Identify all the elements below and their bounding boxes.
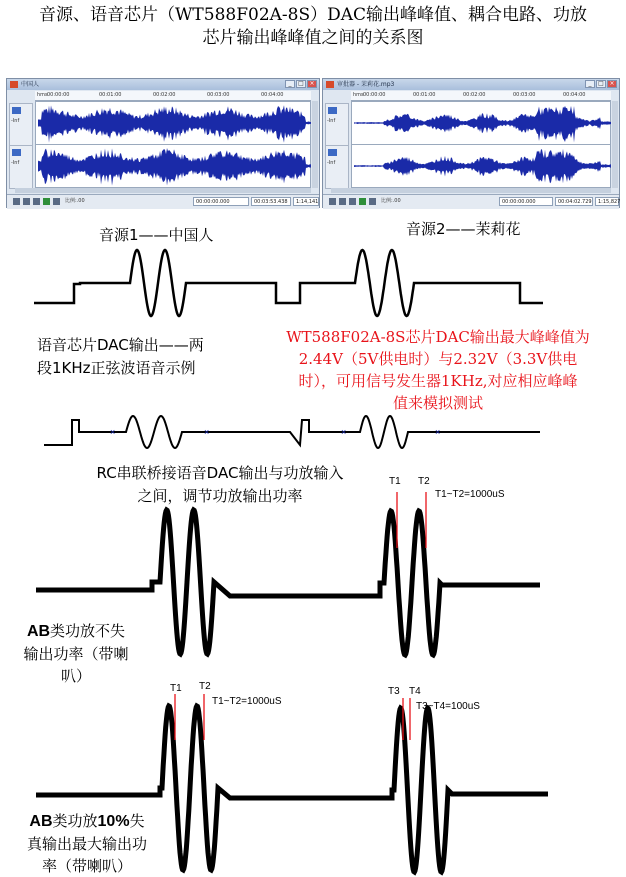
coupled-waveform-path: [44, 416, 540, 448]
waveform-track-right[interactable]: [351, 144, 611, 188]
note-line-2: 2.44V（5V供电时）与2.32V（3.3V供电: [298, 350, 578, 368]
marker-t1-label: T1: [170, 683, 182, 694]
ab-caption-1-line-2: 输出功率（带喇: [23, 645, 129, 663]
window-title: 审批器 - 茉莉花.mp3: [337, 81, 395, 88]
vertical-scrollbar[interactable]: [312, 101, 318, 188]
waveform-shape: [354, 149, 611, 183]
ruler-tick: 00:03:00: [513, 92, 536, 98]
waveform-shape: [38, 148, 311, 186]
play-button[interactable]: [359, 198, 366, 205]
loop-button[interactable]: [53, 198, 60, 205]
ab-caption-2: [6, 810, 168, 877]
rate-label: 比例:.00: [381, 198, 401, 204]
marker-t2-label: T2: [199, 681, 211, 692]
ruler-tick: 00:02:00: [153, 92, 176, 98]
marker-t3-label: T3: [388, 686, 400, 697]
transport-bar: [7, 194, 319, 209]
ruler-tick: 00:01:00: [413, 92, 436, 98]
rewind-button[interactable]: [329, 198, 336, 205]
ruler-tick: 00:04:00: [261, 92, 284, 98]
minimize-button[interactable]: _: [585, 80, 595, 88]
selection-end[interactable]: 00:04:02.729: [555, 197, 593, 206]
ab-caption-2-line-1: [6, 810, 168, 833]
ab-caption-1-line-3: 叭）: [60, 667, 91, 685]
ruler-tick: 00:00:00: [363, 92, 386, 98]
ab-caption-1-line-1: [6, 620, 146, 643]
window-title: 中国人: [21, 81, 40, 88]
transport-bar: [323, 194, 619, 209]
horizontal-scrollbar[interactable]: [331, 188, 611, 193]
coupling-point-mark: ×: [204, 427, 210, 437]
ruler-tick: 00:03:00: [207, 92, 230, 98]
note-line-3: 时），可用信号发生器1KHz,对应相应峰峰: [298, 372, 578, 390]
ab-percent: 10%: [97, 813, 130, 830]
pause-button[interactable]: [33, 198, 40, 205]
track-level-label: -Inf: [327, 118, 336, 124]
stop-button[interactable]: [23, 198, 30, 205]
selection-length[interactable]: 1:14,141: [293, 197, 319, 206]
track-control-left[interactable]: [325, 103, 349, 147]
maximize-button[interactable]: □: [296, 80, 306, 88]
window-titlebar: [7, 79, 319, 90]
note-line-1: WT588F02A-8S芯片DAC输出最大峰峰值为: [286, 328, 590, 346]
track-mute-icon[interactable]: [12, 149, 21, 156]
title-line-1: 音源、语音芯片（WT588F02A-8S）DAC输出峰峰值、耦合电路、功放: [38, 5, 588, 25]
ruler-tick: 00:01:00: [99, 92, 122, 98]
marker-span34-label: T3~T4=100uS: [416, 701, 480, 712]
dac-max-note: [250, 326, 626, 414]
track-level-label: -Inf: [11, 160, 20, 166]
ab-bold: AB: [29, 813, 53, 830]
rc-caption-line-1: RC串联桥接语音DAC输出与功放输入: [96, 464, 344, 482]
source2-label: 音源2——茉莉花: [406, 220, 521, 238]
page-title: [0, 4, 626, 50]
waveform-track-right[interactable]: [35, 144, 311, 188]
coupling-point-mark: ×: [341, 427, 347, 437]
waveform-shape: [38, 105, 311, 143]
dac-output-waveform: [0, 240, 626, 320]
ab-text: 类功放不失: [50, 622, 126, 640]
marker-span12-label: T1~T2=1000uS: [435, 489, 505, 500]
waveform-left: [352, 102, 614, 144]
loop-button[interactable]: [369, 198, 376, 205]
marker-span12-label: T1~T2=1000uS: [212, 696, 282, 707]
play-button[interactable]: [43, 198, 50, 205]
close-button[interactable]: ×: [607, 80, 617, 88]
ab-caption-2-line-3: 率（带喇叭）: [41, 857, 132, 875]
title-line-2: 芯片输出峰峰值之间的关系图: [202, 28, 424, 48]
close-button[interactable]: ×: [307, 80, 317, 88]
marker-t4-label: T4: [409, 686, 421, 697]
horizontal-scrollbar[interactable]: [15, 188, 311, 193]
rewind-button[interactable]: [13, 198, 20, 205]
time-ruler[interactable]: [35, 91, 311, 101]
track-level-label: -Inf: [11, 118, 20, 124]
selection-start[interactable]: 00:00:00.000: [193, 197, 249, 206]
track-control-left[interactable]: [9, 103, 33, 147]
ab-text: 类功放: [52, 812, 98, 830]
source1-label: 音源1——中国人: [99, 226, 214, 244]
dac-caption-line-1: 语音芯片DAC输出——两: [37, 336, 204, 354]
track-level-label: -Inf: [327, 160, 336, 166]
track-control-right[interactable]: [325, 145, 349, 189]
ab-caption-2-line-2: 真输出最大输出功: [26, 835, 147, 853]
track-mute-icon[interactable]: [12, 107, 21, 114]
selection-start[interactable]: 00:00:00.000: [499, 197, 553, 206]
ab-text: 失: [129, 812, 145, 830]
waveform-right: [352, 145, 614, 187]
ab-bold: AB: [26, 623, 51, 640]
rate-label: 比例:.00: [65, 198, 85, 204]
pause-button[interactable]: [349, 198, 356, 205]
waveform-track-left[interactable]: [351, 101, 611, 145]
ruler-tick: 00:04:00: [563, 92, 586, 98]
ruler-tick: hms: [353, 92, 364, 98]
ruler-tick: hms: [37, 92, 48, 98]
track-mute-icon[interactable]: [328, 107, 337, 114]
dac-caption-line-2: 段1KHz正弦波语音示例: [37, 359, 196, 377]
minimize-button[interactable]: _: [285, 80, 295, 88]
coupling-point-mark: ×: [110, 427, 116, 437]
dac-caption: [37, 334, 204, 380]
track-mute-icon[interactable]: [328, 149, 337, 156]
marker-t1-label: T1: [389, 476, 401, 487]
audio-window-1: [6, 78, 320, 208]
waveform-track-left[interactable]: [35, 101, 311, 145]
coupling-point-mark: ×: [435, 427, 441, 437]
marker-t2-label: T2: [418, 476, 430, 487]
waveform-shape: [354, 106, 611, 143]
waveform-left: [36, 102, 314, 144]
rc-caption-line-2: 之间，调节功放输出功率: [137, 487, 303, 505]
ruler-tick: 00:00:00: [47, 92, 70, 98]
window-titlebar: [323, 79, 619, 90]
selection-length[interactable]: 1:15,827: [595, 197, 619, 206]
track-control-right[interactable]: [9, 145, 33, 189]
audio-window-2: [322, 78, 620, 208]
selection-end[interactable]: 00:03:53.438: [251, 197, 291, 206]
coupled-waveform: [0, 405, 626, 455]
ab-caption-1: [6, 620, 146, 687]
note-line-4: 值来模拟测试: [392, 394, 483, 412]
vertical-scrollbar[interactable]: [612, 101, 618, 188]
app-icon: [326, 81, 334, 88]
stop-button[interactable]: [339, 198, 346, 205]
waveform-right: [36, 145, 314, 187]
ruler-tick: 00:02:00: [463, 92, 486, 98]
time-ruler[interactable]: [351, 91, 611, 101]
dac-waveform-path: [34, 250, 543, 316]
app-icon: [10, 81, 18, 88]
maximize-button[interactable]: □: [596, 80, 606, 88]
